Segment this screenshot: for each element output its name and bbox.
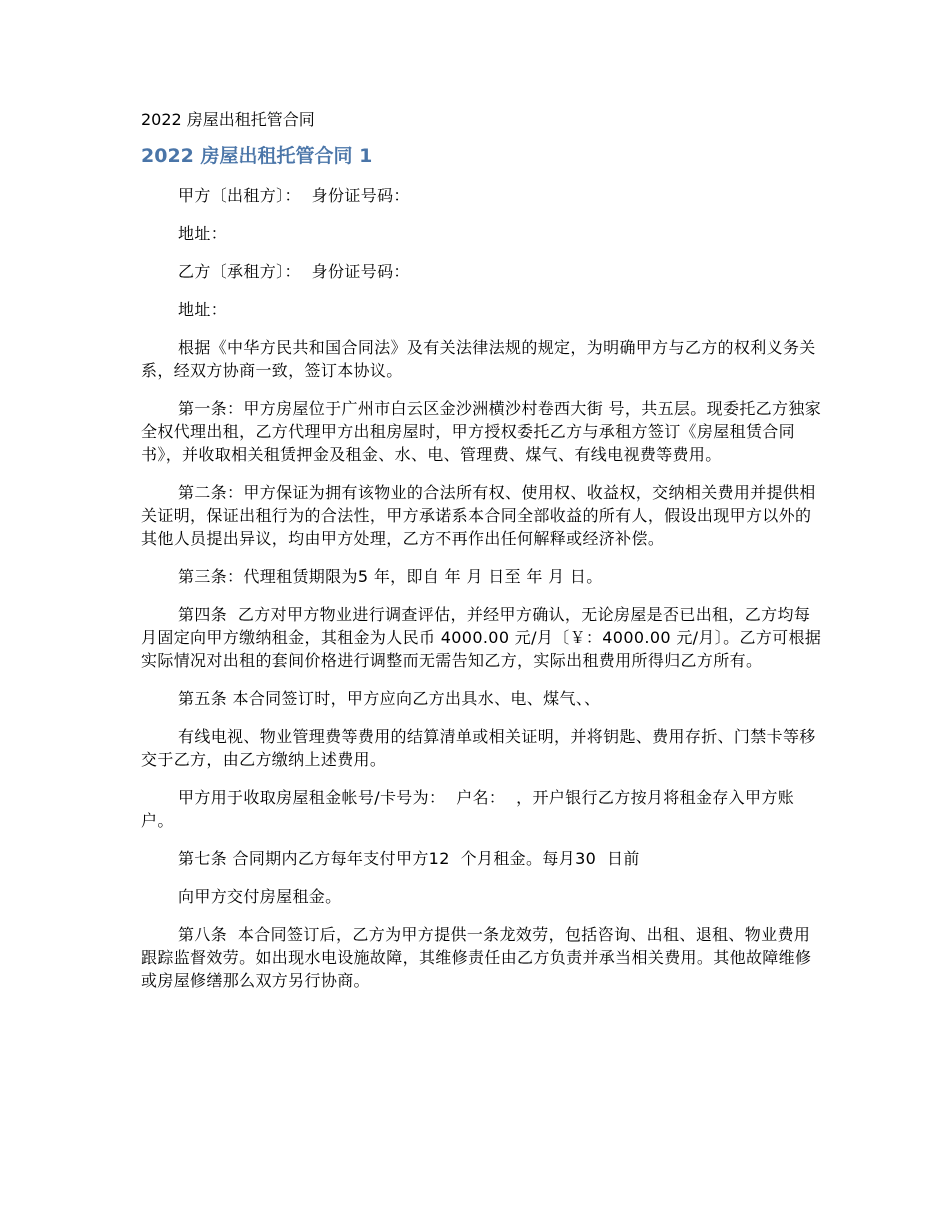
party-b-line: 乙方〔承租方〕： 身份证号码： [178,262,410,281]
article-5-paragraph: 第五条 本合同签订时，甲方应向乙方出具水、电、煤气、、 [178,689,601,708]
article-5-continued-paragraph: 有线电视、物业管理费等费用的结算清单或相关证明，并将钥匙、费用存折、门禁卡等移交于乙方，由乙方缴纳上述费用。 [141,727,816,769]
article-4-paragraph: 第四条 乙方对甲方物业进行调查评估，并经甲方确认，无论房屋是否已出租，乙方均每月固定向甲方缴纳租金，其租金为人民币 4000.00 元/月〔￥：4000.00 元/月〕。乙方可根据实际情况对出租的套间价格进行调整而无需告知乙方，实际出租费用所得归乙方所有。 [141,605,822,670]
document-heading: 2022 房屋出租托管合同 1 [141,145,373,167]
article-2-paragraph: 第二条：甲方保证为拥有该物业的合法所有权、使用权、收益权，交纳相关费用并提供相关证明，保证出租行为的合法性，甲方承诺系本合同全部收益的所有人，假设出现甲方以外的其他人员提出异议，均由甲方处理，乙方不再作出任何解释或经济补偿。 [141,483,816,548]
article-1-paragraph: 第一条：甲方房屋位于广州市白云区金沙洲横沙村卷西大街 号，共五层。现委托乙方独家全权代理出租，乙方代理甲方出租房屋时，甲方授权委托乙方与承租方签订《房屋租赁合同书》，并收取相关租赁押金及租金、水、电、管理费、煤气、有线电视费等费用。 [141,399,822,464]
bank-account-paragraph: 甲方用于收取房屋租金帐号/卡号为： 户名： ，开户银行乙方按月将租金存入甲方账户。 [141,788,795,830]
preamble-paragraph: 根据《中华方民共和国合同法》及有关法律法规的规定，为明确甲方与乙方的权利义务关系，经双方协商一致，签订本协议。 [141,338,816,380]
party-a-line: 甲方〔出租方〕： 身份证号码： [178,186,410,205]
party-a-address: 地址： [178,224,228,243]
article-3-paragraph: 第三条：代理租赁期限为5 年，即自 年 月 日至 年 月 日。 [178,567,603,586]
article-7-paragraph: 第七条 合同期内乙方每年支付甲方12 个月租金。每月30 日前 [178,849,640,868]
article-7-continued-paragraph: 向甲方交付房屋租金。 [178,887,342,906]
article-8-paragraph: 第八条 本合同签订后，乙方为甲方提供一条龙效劳，包括咨询、出租、退租、物业费用跟踪监督效劳。如出现水电设施故障，其维修责任由乙方负责并承当相关费用。其他故障维修或房屋修缮那么双方另行协商。 [141,925,812,990]
document-title: 2022 房屋出租托管合同 [141,110,315,129]
party-b-address: 地址： [178,300,228,319]
